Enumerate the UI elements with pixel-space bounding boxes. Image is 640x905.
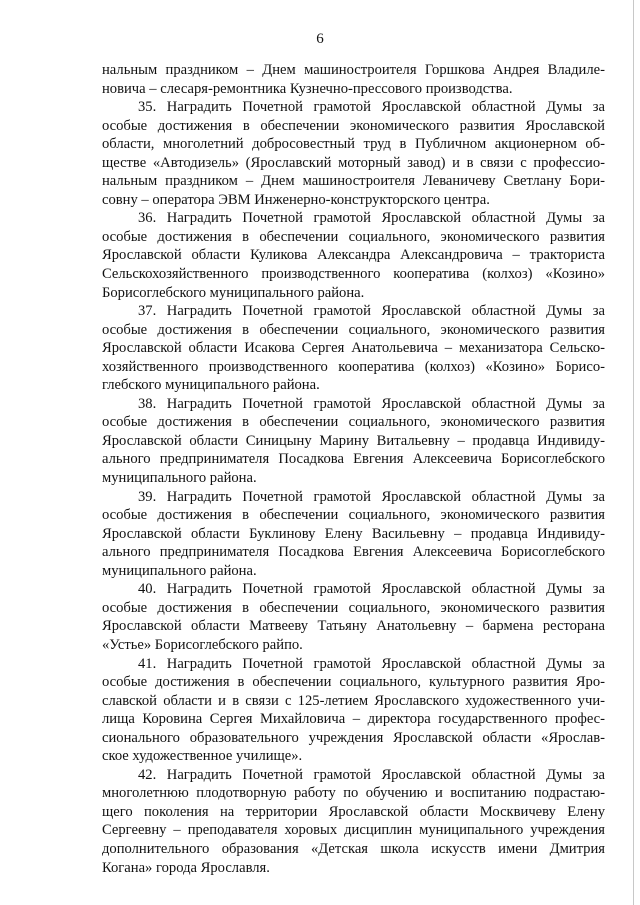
text-line: дополнительного образования «Детская школа искусств имени Дмитрия [102, 840, 605, 857]
text-line: нальным праздником – Днем машиностроителя Горшкова Андрея Владиле- [102, 62, 605, 78]
text-line: многолетнюю плодотворную работу по обучению и воспитанию подрастаю- [102, 785, 605, 802]
text-line: особые достижения в обеспечении социального, экономического развития [102, 414, 605, 431]
paragraph-item-38 [102, 395, 605, 488]
text-line: ское художественное училище». [102, 748, 303, 765]
text-line: 36. Наградить Почетной грамотой Ярославской областной Думы за [138, 210, 605, 227]
paragraph-item-39 [102, 488, 605, 581]
text-line: Ярославской области Синицыну Марину Витальевну – продавца Индивиду- [102, 432, 605, 449]
text-line: «Устье» Борисоглебского райпо. [102, 636, 303, 653]
text-line: особые достижения в обеспечении социального, экономического развития [102, 228, 605, 245]
text-line: особые достижения в обеспечении социального, экономического развития [102, 321, 605, 338]
document-body [102, 61, 605, 877]
text-line: щего поколения на территории Ярославской области Москвичеву Елену [102, 803, 605, 820]
text-line: особые достижения в обеспечении социального, культурного развития Яро- [102, 674, 605, 691]
paragraph-item-35 [102, 98, 605, 209]
paragraph-item-40 [102, 580, 605, 654]
text-line: особые достижения в обеспечении социального, экономического развития [102, 507, 605, 524]
text-line: 37. Наградить Почетной грамотой Ярославской областной Думы за [138, 303, 605, 320]
text-line: хозяйственного производственного кооператива (колхоз) «Козино» Борисо- [102, 358, 605, 375]
text-line: Ярославской области Куликова Александра Александровича – тракториста [102, 247, 605, 264]
text-line: глебского муниципального района. [102, 377, 320, 394]
text-line: совну – оператора ЭВМ Инженерно-конструкторского центра. [102, 191, 490, 208]
text-line: особые достижения в обеспечении экономического развития Ярославской [102, 117, 605, 134]
text-line: области, многолетний добросовестный труд в Публичном акционерном об- [102, 136, 605, 153]
text-line: 40. Наградить Почетной грамотой Ярославской областной Думы за [138, 581, 605, 598]
text-line: особые достижения в обеспечении социального, экономического развития [102, 599, 605, 616]
text-line: 39. Наградить Почетной грамотой Ярославской областной Думы за [138, 488, 605, 505]
text-line: новича – слесаря-ремонтника Кузнечно-прессового производства. [102, 80, 513, 97]
paragraph-continuation [102, 61, 605, 98]
text-line: лища Коровина Сергея Михайловича – директора государственного профес- [102, 711, 605, 728]
text-line: Ярославской области Буклинову Елену Васильевну – продавца Индивиду- [102, 525, 605, 542]
text-line: ального предпринимателя Посадкова Евгения Алексеевича Борисоглебского [102, 544, 605, 561]
paragraph-item-42 [102, 766, 605, 877]
text-line: Сергеевну – преподавателя хоровых дисциплин муниципального учреждения [102, 822, 605, 839]
text-line: ществе «Автодизель» (Ярославский моторный завод) и в связи с профессио- [102, 154, 605, 171]
text-line: 35. Наградить Почетной грамотой Ярославской областной Думы за [138, 99, 605, 116]
paragraph-item-41 [102, 655, 605, 766]
text-line: 42. Наградить Почетной грамотой Ярославской областной Думы за [138, 766, 605, 783]
text-line: муниципального района. [102, 470, 257, 487]
text-line: 38. Наградить Почетной грамотой Ярославской областной Думы за [138, 395, 605, 412]
text-line: Когана» города Ярославля. [102, 859, 270, 876]
text-line: Сельскохозяйственного производственного кооператива (колхоз) «Козино» [102, 266, 605, 283]
text-line: нальным праздником – Днем машиностроителя Леваничеву Светлану Бори- [102, 173, 605, 190]
text-line: сионального образовательного учреждения Ярославской области «Ярослав- [102, 729, 605, 746]
page-number: 6 [316, 31, 324, 47]
text-line: Ярославской области Исакова Сергея Анатольевича – механизатора Сельско- [102, 340, 605, 357]
text-line: муниципального района. [102, 562, 257, 579]
text-line: Ярославской области Матвееву Татьяну Анатольевну – бармена ресторана [102, 618, 605, 635]
scan-edge-mark [633, 0, 634, 905]
paragraph-item-37 [102, 302, 605, 395]
paragraph-item-36 [102, 209, 605, 302]
text-line: 41. Наградить Почетной грамотой Ярославской областной Думы за [138, 655, 605, 672]
text-line: славской области и в связи с 125-летием Ярославского художественного учи- [102, 692, 605, 709]
text-line: Борисоглебского муниципального района. [102, 284, 365, 301]
text-line: ального предпринимателя Посадкова Евгения Алексеевича Борисоглебского [102, 451, 605, 468]
